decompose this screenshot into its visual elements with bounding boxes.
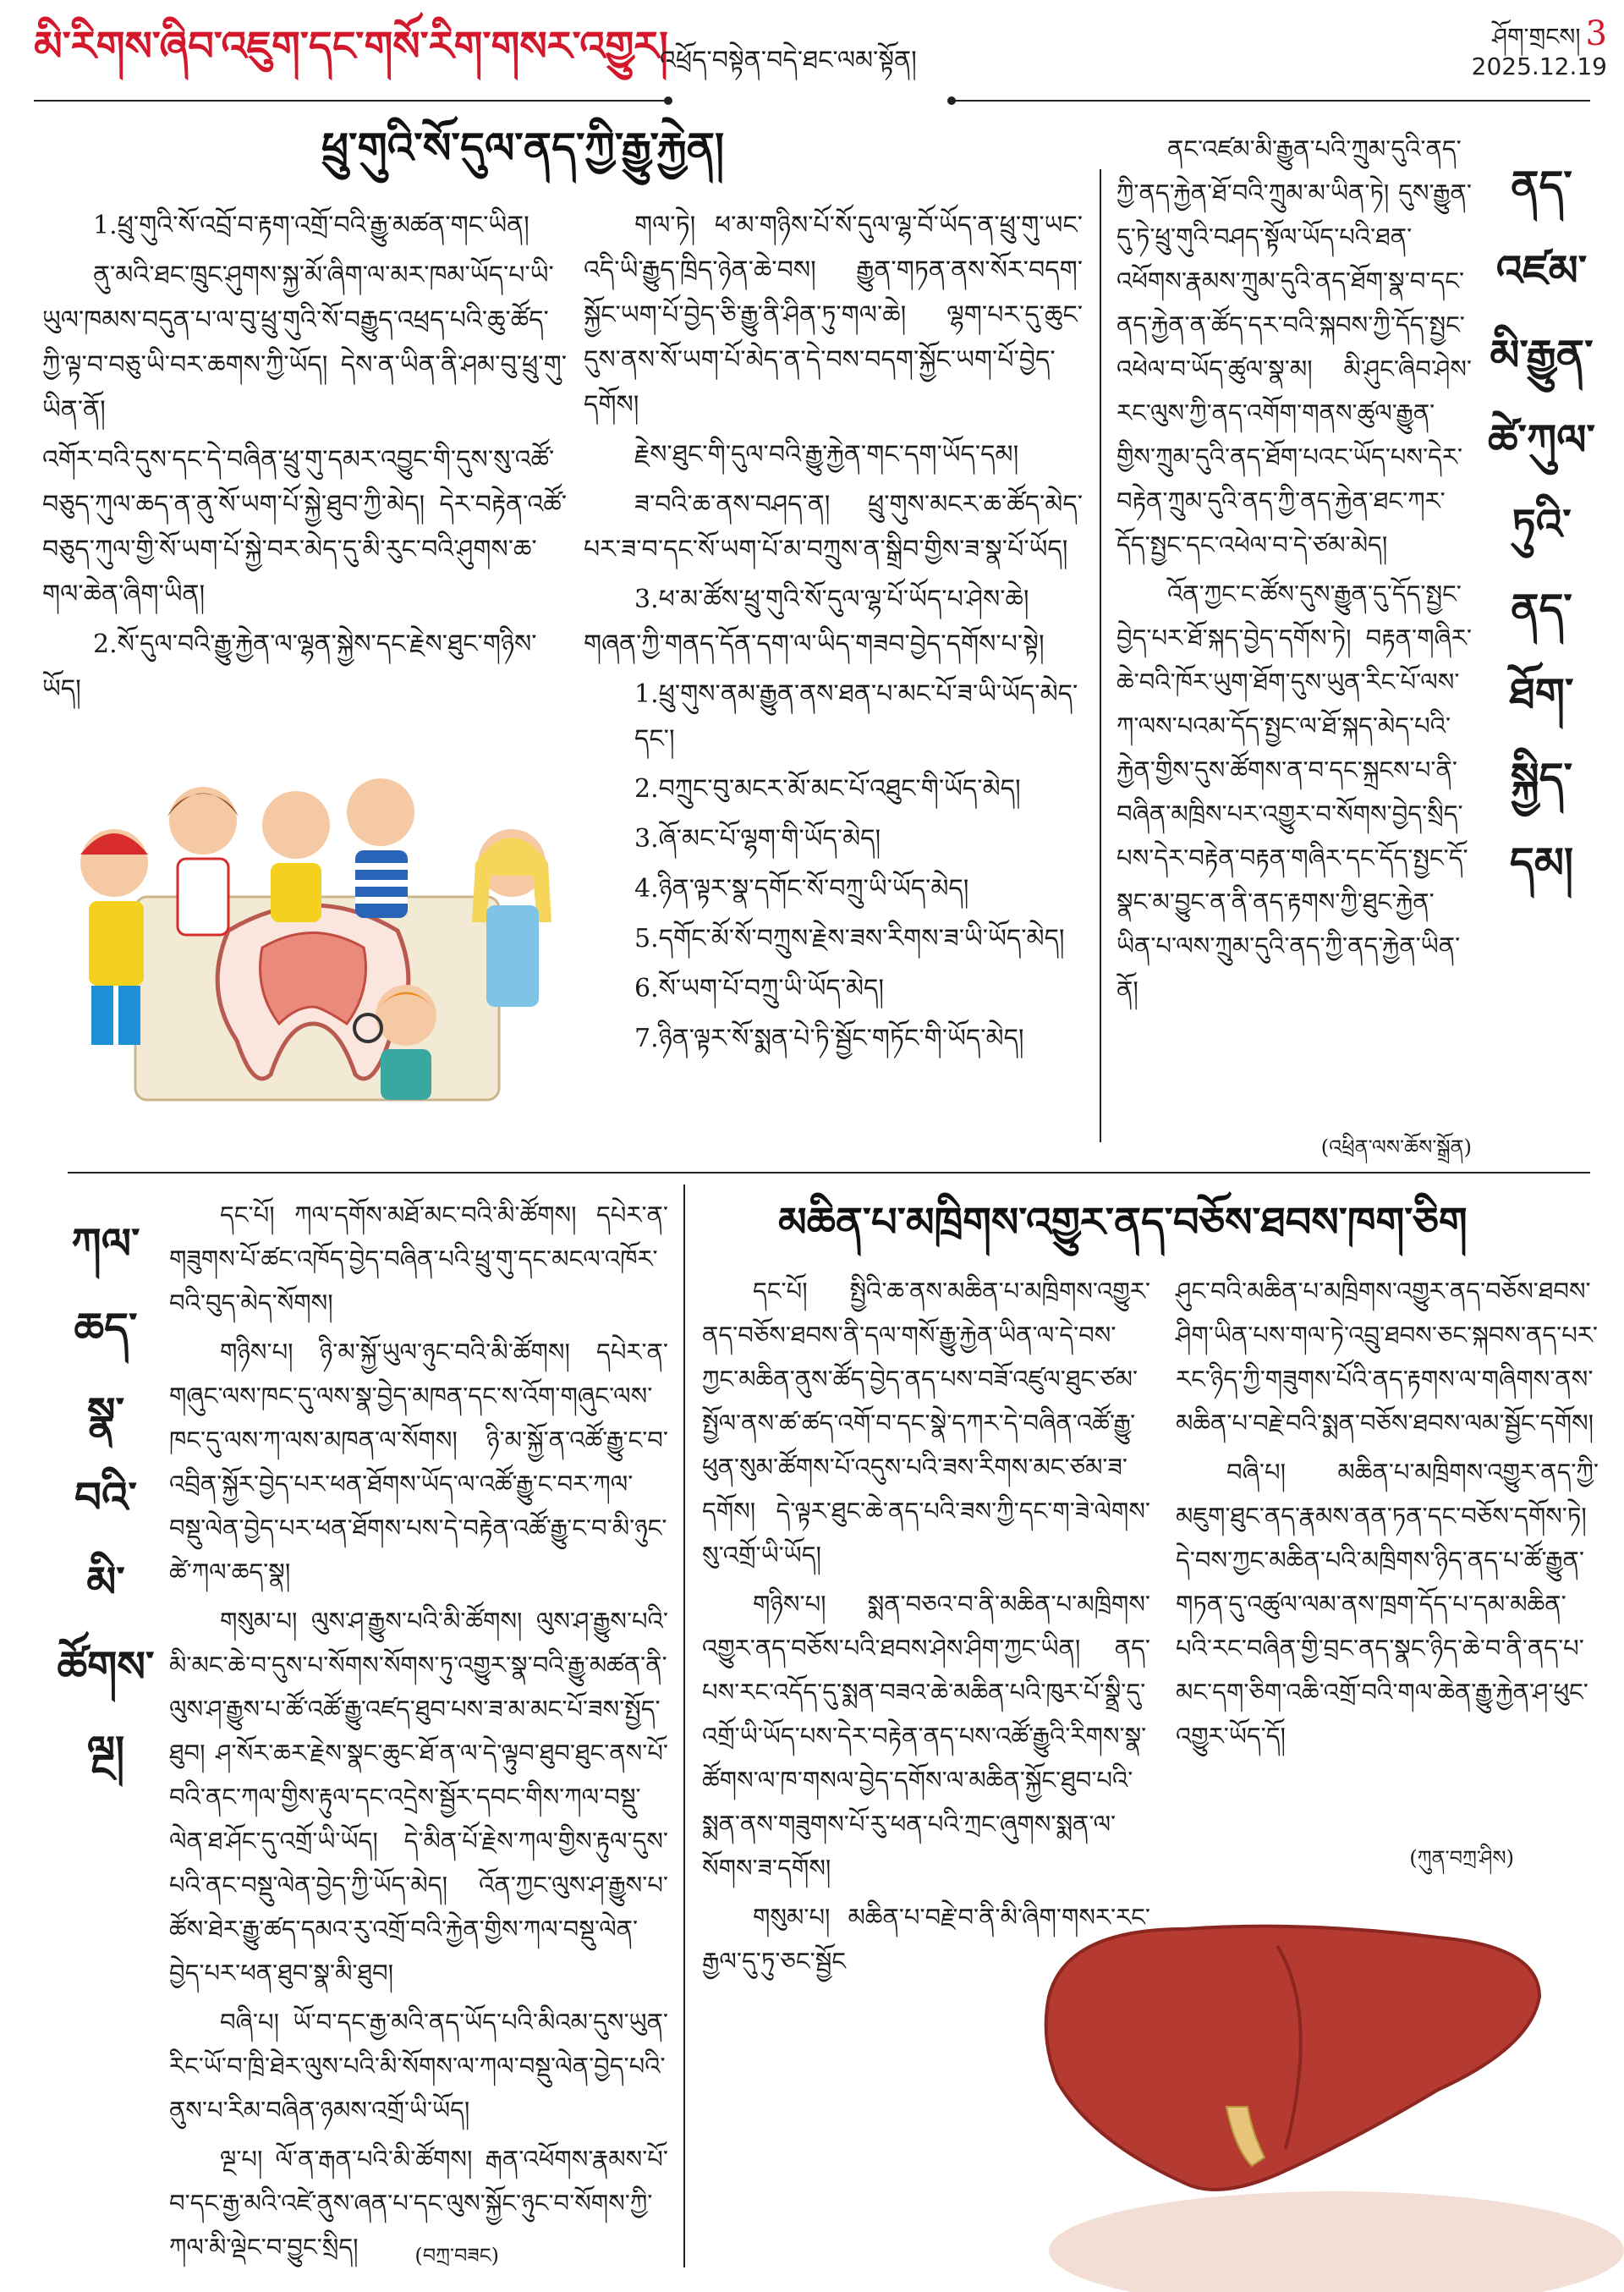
- red-cap-icon: [80, 833, 148, 855]
- stripe-icon: [355, 880, 408, 887]
- issue-date: 2025.12.19: [1471, 52, 1607, 80]
- page-label: ཤོག་གྲངས།: [1492, 23, 1581, 51]
- teeth-list-item-6: 6.སོ་ཡག་པོ་བཀྲུ་ཡི་ཡོད་མེད།: [634, 974, 885, 1003]
- masthead: མི་རིགས་ཞིབ་འཇུག་དང་གསོ་རིག་གསར་འགྱུར།: [34, 23, 668, 70]
- vtitle-part: འཛམ་: [1495, 245, 1588, 295]
- child-face-icon: [169, 787, 237, 855]
- child-shirt-icon: [89, 901, 144, 986]
- column-rule-lower: [683, 1184, 685, 2267]
- page-number-value: 3: [1585, 14, 1607, 53]
- vtitle-part: ཏུའི་: [1512, 499, 1572, 549]
- teeth-para-1: 1.ཕྲུ་གུའི་སོ་འབྲོ་བ་རྟག་འགྲོ་བའི་རྒྱུ་མཚན་གང་ཡིན།: [93, 211, 529, 240]
- calcium-para-5: ལྔ་པ། ལོ་ན་རྒན་པའི་མི་ཚོགས། རྒན་འཕོགས་རྣམས་པོ་བ་དང་རྒྱ་མའི་འཛེ་ནུས་ཞན་པ་དང་ལུས་སྐྱོང་ཉུང་བ་སོགས་ཀྱི་ཀལ་མི་ལྡེང་བ་བྱུང་སྲིད།: [169, 2145, 668, 2262]
- article-teeth-col2: [584, 203, 1083, 1142]
- teeth-col2-para-4: 3.ཕ་མ་ཚོས་ཕྲུ་གུའི་སོ་དུལ་ལྷ་པོ་ཡོད་པ་ཤེས་ཆེ། གཞན་ཀྱི་གནད་དོན་དག་ལ་ཡིད་གཟབ་བྱེད་དགོས་པ་སྟེ།: [584, 585, 1045, 659]
- vtitle-part: ལྔ།: [86, 1726, 125, 1776]
- vtitle-part: སྐྱིད་: [1510, 753, 1573, 803]
- liver-illustration: [998, 1895, 1607, 2276]
- article-liver-col2: [1176, 1269, 1599, 1828]
- header-rule-right: [954, 100, 1590, 102]
- vtitle-part: ཚོགས་: [57, 1641, 155, 1691]
- article-hepatitis-vertical-title: [1476, 144, 1607, 914]
- teeth-col2-para-1: གལ་ཏེ། ཕ་མ་གཉིས་པོ་སོ་དུལ་ལྷ་བོ་ཡོད་ན་ཕྲུ་གུ་ཡང་འདི་ཡི་རྒྱུད་ཁྲིད་ཉེན་ཆེ་བས། རྒྱུན་གཏན་ནས་སོར་བདག་སྐྱོང་ཡག་པོ་བྱེད་ཅི་རྒྱུ་ནི་ཤིན་ཏུ་གལ་ཆེ། ལྷག་པར་དུ་ཆུང་དུས་ནས་སོ་ཡག་པོ་མེད་ན་དེ་བས་བདག་སྐྱོང་ཡག་པོ་བྱེད་དགོས།: [584, 211, 1083, 420]
- teeth-list-item-5: 5.དགོང་མོ་སོ་བཀྲུས་རྗེས་ཟས་རིགས་ཟ་ཡི་ཡོད་མེད།: [634, 924, 1065, 954]
- vtitle-part: ནད་: [1511, 161, 1572, 211]
- teeth-col2-para-3: ཟ་བའི་ཆ་ནས་བཤད་ན། ཕྲུ་གུས་མངར་ཆ་ཚོད་མེད་པར་ཟ་བ་དང་སོ་ཡག་པོ་མ་བཀྲུས་ན་སྒྲིབ་གྱིས་ཟ་སྣ་པོ་ཡོད།: [584, 490, 1083, 564]
- vtitle-part: སྣ་: [86, 1388, 125, 1437]
- liver-col2-para-2: བཞི་པ། མཆིན་པ་མཁྲིགས་འགྱུར་ནད་ཀྱི་མཇུག་ཐུང་ནད་རྣམས་ནན་ཏན་དང་བཅོས་དགོས་ཏེ། དེ་བས་ཀྱང་མཆིན་པའི་མཁྲིགས་ཉིད་ནད་པ་ཚོ་རྒྱུན་གཏན་དུ་འཚུལ་ལམ་ནས་ཁྲག་དོད་པ་དམ་མཆིན་པའི་རང་བཞིན་གྱི་བྲང་ནད་སྣང་ཉིད་ཆེ་བ་ནི་ནད་པ་མང་དག་ཅིག་འཆི་འགྲོ་བའི་གལ་ཆེན་རྒྱུ་རྐྱེན་ཤ་ཕུང་འགྱུར་ཡོད་དོ།: [1176, 1458, 1599, 1751]
- vtitle-part: དམ།: [1509, 838, 1574, 888]
- child-pants-icon: [91, 986, 113, 1045]
- liver-para-2: གཉིས་པ། སྨན་བཅའ་བ་ནི་མཆིན་པ་མཁྲིགས་འགྱུར་ནད་བཅོས་པའི་ཐབས་ཤེས་ཤིག་ཀྱང་ཡིན། ནད་པས་རང་འདོད་དུ་སྨན་བཟའ་ཆེ་མཆིན་པའི་ཁུར་པོ་སྣྲི་དུ་འགྲོ་ཡི་ཡོད་པས་དེར་བརྟེན་ནད་པས་འཚོ་རྒྱུའི་རིགས་སྣ་ཚོགས་ལ་ཁ་གསལ་བྱེད་དགོས་ལ་མཆིན་སྐྱོང་ཐུབ་པའི་སྨན་ནས་གཟུགས་པོ་རུ་ཕན་པའི་ཀྲང་ཞུགས་སྨན་ལ་སོགས་ཟ་དགོས།: [702, 1590, 1150, 1883]
- liver-col2-para-1: ཤུང་བའི་མཆིན་པ་མཁྲིགས་འགྱུར་ནད་བཅོས་ཐབས་ཤིག་ཡིན་པས་གལ་ཏེ་འབྲུ་ཐབས་ཅང་སྐབས་ནད་པར་རང་ཉིད་ཀྱི་གཟུགས་པོའི་ནད་རྟགས་ལ་གཞིགས་ནས་མཆིན་པ་བརྗེ་བའི་སྨན་བཅོས་ཐབས་ལམ་སྦྱོང་དགོས།: [1176, 1277, 1599, 1437]
- article-teeth-col1: [42, 203, 567, 719]
- vtitle-part: ཚེ་ཀུལ་: [1487, 415, 1596, 464]
- stripe-icon: [355, 897, 408, 904]
- hand-icon: [1049, 2191, 1624, 2292]
- article-teeth-title: ཕྲུ་གུའི་སོ་དུལ་ནད་ཀྱི་རྒྱུ་རྐྱེན།: [321, 123, 725, 173]
- calcium-para-3: གསུམ་པ། ལུས་ཤ་རྒྱུས་པའི་མི་ཚོགས། ལུས་ཤ་རྒྱུས་པའི་མི་མང་ཆེ་བ་དུས་པ་སོགས་སོགས་ཏུ་འགྱུར་སྣ་བའི་རྒྱུ་མཚན་ནི་ལུས་ཤ་རྒྱུས་པ་ཚོ་འཚོ་རྒྱུ་འཛད་ཐུབ་པས་ཟ་མ་མང་པོ་ཟས་སྤྱོད་ཐུབ། ཤ་སོར་ཆར་རྗེས་སྣང་ཆུང་ཐོ་ན་ལ་དེ་ལྟུབ་ཐུབ་ཐུང་ནས་པོ་བའི་ནང་ཀལ་གྱིས་རྟུལ་དང་འདྲེས་སྦྱོར་དབང་གིས་ཀལ་བསྡུ་ལེན་ཐ་ཤོང་དུ་འགྲོ་ཡི་ཡོད། དེ་མིན་པོ་རྗེས་ཀལ་གྱིས་རྟུལ་དུས་པའི་ནང་བསྡུ་ལེན་བྱེད་ཀྱི་ཡོད་མེད། འོན་ཀྱང་ལུས་ཤ་རྒྱུས་པ་ཚོས་ཐེར་རྒྱུ་ཚད་དམའ་རུ་འགྲོ་བའི་རྐྱེན་གྱིས་ཀལ་བསྡུ་ལེན་བྱེད་པར་ཕན་ཐུབ་སྣ་མི་ཐུབ།: [169, 1607, 668, 1987]
- vtitle-part: ཐོག་: [1509, 668, 1574, 718]
- header-rule-dot-left: [664, 96, 672, 105]
- article-liver-title: མཆིན་པ་མཁྲིགས་འགྱུར་ནད་བཅོས་ཐབས་ཁག་ཅིག: [778, 1199, 1468, 1246]
- article-calcium-byline: (བཀྲ་བཟང): [414, 2244, 499, 2267]
- child-pants-icon: [118, 986, 140, 1045]
- section-title: འཕྲོད་བསྟེན་བདེ་ཐང་ལམ་སྟོན།: [660, 46, 917, 75]
- child-face-icon: [347, 778, 414, 846]
- calcium-para-4: བཞི་པ། ཡོ་བ་དང་རྒྱ་མའི་ནད་ཡོད་པའི་མིའམ་དུས་ཡུན་རིང་ཡོ་བ་ཁྲི་ཐེར་ལུས་པའི་མི་སོགས་ལ་ཀལ་བསྡུ་ལེན་བྱེད་པའི་ནུས་པ་རིམ་བཞིན་ཉམས་འགྲོ་ཡི་ཡོད།: [169, 2008, 668, 2124]
- calcium-para-2: གཉིས་པ། ཉི་མ་སྐྱོ་ཡུལ་ཉུང་བའི་མི་ཚོགས། དཔེར་ན་གཞུང་ལས་ཁང་དུ་ལས་སྣ་བྱེད་མཁན་དང་ས་འོག་གཞུང་ལས་ཁང་དུ་ལས་ཀ་ལས་མཁན་ལ་སོགས། ཉི་མ་སྐྱོ་ན་འཚོ་རྒྱུ་ང་བ་འབྲིན་སྐྱོར་བྱེད་པར་ཕན་ཐོགས་ཡོད་ལ་འཚོ་རྒྱུ་ང་བར་ཀལ་བསྡུ་ལེན་བྱེད་པར་ཕན་ཐོགས་པས་དེ་བརྟེན་འཚོ་རྒྱུ་ང་བ་མི་ཉུང་ཚེ་ཀལ་ཆད་སྣ།: [169, 1338, 668, 1586]
- teeth-list-item-2: 2.བཀྲུང་བུ་མངར་མོ་མང་པོ་འཐུང་གི་ཡོད་མེད།: [634, 774, 1021, 804]
- hepatitis-para-1: ནང་འཛམ་མི་རྒྱུན་པའི་ཀྲུམ་དུའི་ནད་ཀྱི་ནད་རྐྱེན་ཐོ་བའི་ཀྲུམ་མ་ཡིན་ཏེ། དུས་རྒྱུན་དུ་ཏེ་ཕྲུ་གུའི་བཤད་སྟོལ་ཡོད་པའི་ཐན་འཕོགས་རྣམས་ཀྲུམ་དུའི་ནད་ཐོག་སྣ་བ་དང་ནད་རྐྱེན་ན་ཚོད་དར་བའི་སྐབས་ཀྱི་དོད་སྤྱང་འཕེལ་བ་ཡོད་ཚུལ་སྣ་མ། མི་ཤུང་ཞིབ་ཤེས་རང་ལུས་ཀྱི་ནད་འགོག་གནས་ཚུལ་རྒྱུན་གྱིས་ཀྲུམ་དུའི་ནད་ཐོག་པའང་ཡོད་པས་དེར་བརྟེན་ཀྲུམ་དུའི་ནད་ཀྱི་ནད་རྐྱེན་ཐང་ཀར་དོད་སྤྱང་དང་འཕེལ་བ་དེ་ཙམ་མེད།: [1116, 135, 1472, 559]
- vtitle-part: ཀལ་: [71, 1218, 140, 1268]
- teeth-list-item-4: 4.ཉིན་ལྟར་སྣ་དགོང་སོ་བཀྲུ་ཡི་ཡོད་མེད།: [634, 874, 969, 904]
- vtitle-part: མི་: [86, 1557, 125, 1607]
- teeth-list-item-1: 1.ཕྲུ་གུས་ནམ་རྒྱུན་ནས་ཐན་པ་མང་པོ་ཟ་ཡི་ཡོད་མེད་དང་།: [634, 679, 1078, 754]
- child-dress-icon: [486, 905, 539, 1007]
- child-shirt-icon: [381, 1049, 431, 1100]
- child-shirt-icon: [178, 859, 228, 935]
- liver-svg: [998, 1895, 1607, 2276]
- article-calcium-vertical-title: [51, 1201, 161, 1794]
- liver-para-3: གསུམ་པ། མཆིན་པ་བརྗེ་བ་ནི་མི་ཞིག་གསར་རང་རྒྱལ་དུ་ཏུ་ཅང་སྦྱོང: [702, 1903, 1150, 1976]
- vtitle-part: ནད་: [1511, 584, 1572, 634]
- page-number: [1455, 10, 1607, 53]
- vtitle-part: བའི་: [74, 1472, 138, 1522]
- teeth-list-item-3: 3.ཞོ་མང་པོ་ལྷག་གི་ཡོད་མེད།: [634, 824, 881, 854]
- liver-icon: [1046, 1926, 1539, 2190]
- column-rule-upper: [1100, 169, 1101, 1142]
- liver-para-1: དང་པོ། སྤྱིའི་ཆ་ནས་མཆིན་པ་མཁྲིགས་འགྱུར་ནད་བཅོས་ཐབས་ནི་དལ་གསོ་རྒྱུ་རྐྱེན་ཡིན་ལ་དེ་བས་ཀྱང་མཆིན་ནུས་ཚོད་བྱེད་ནད་པས་བཟོ་འཛུལ་ཐུང་ཙམ་སྤྱོལ་ནས་ཚ་ཚད་འགོ་བ་དང་སྣེ་དཀར་དེ་བཞིན་འཚོ་རྒྱུ་ཕུན་སུམ་ཚོགས་པོ་འདུས་པའི་ཟས་རིགས་མང་ཙམ་ཟ་དགོས། དེ་ལྟར་ཐུང་ཆེ་ནད་པའི་ཟས་ཀྱི་དང་ག་ཟེ་ལེགས་སུ་འགྲོ་ཡི་ཡོད།: [702, 1277, 1150, 1569]
- calcium-para-1: དང་པོ། ཀལ་དགོས་མཐོ་མང་བའི་མི་ཚོགས། དཔེར་ན་གཟུགས་པོ་ཚང་འཁོད་བྱེད་བཞིན་པའི་ཕྲུ་གུ་དང་མངལ་འཁོར་བའི་བུད་མེད་སོགས།: [169, 1201, 668, 1317]
- children-tooth-svg: [34, 736, 575, 1142]
- vtitle-part: མི་རྒྱུན་: [1490, 330, 1594, 380]
- hepatitis-para-2: འོན་ཀྱང་ང་ཚོས་དུས་རྒྱུན་དུ་དོད་སྤྱང་བྱེད་པར་ཐོ་སྐད་བྱེད་དགོས་ཏེ། བརྟན་གཞིར་ཆེ་བའི་ཁོར་ཡུག་ཐོག་དུས་ཡུན་རིང་པོ་ལས་ཀ་ལས་པའམ་དོད་སྤྱང་ལ་ཐོ་སྐད་མེད་པའི་རྐྱེན་གྱིས་དུས་ཚོགས་ན་བ་དང་སྐྲངས་པ་ནི་བཞིན་མཁྲིས་པར་འགྱུར་བ་སོགས་བྱེད་སྲིད་པས་དེར་བརྟེན་བརྟན་གཞིར་དང་དོད་སྤྱང་དོ་སྣང་མ་བྱུང་ན་ནི་ནད་རྟགས་ཀྱི་ཐུང་རྐྱེན་ཡིན་པ་ལས་ཀྲུམ་དུའི་ནད་ཀྱི་ནད་རྐྱེན་ཡིན་ནོ།: [1116, 580, 1472, 1004]
- article-hepatitis-col: [1116, 127, 1472, 1134]
- teeth-para-2: ནུ་མའི་ཐང་ཁྲུང་ཤུགས་སྐྱ་མོ་ཞིག་ལ་མར་ཁམ་ཡོད་པ་ཡི་ཡུལ་ཁམས་བདུན་པ་ལ་བུ་ཕྲུ་གུའི་སོ་བརྒྱུད་འཕྲད་པའི་ཆུ་ཚོད་ཀྱི་ལྟ་བ་བཅུ་ཡི་བར་ཆགས་ཀྱི་ཡོད། དེས་ན་ཡིན་ནི་ཤམ་བུ་ཕྲུ་གུ་ཡིན་ནོ།: [42, 261, 567, 425]
- teeth-para-4: 2.སོ་དུལ་བའི་རྒྱུ་རྐྱེན་ལ་ལྷན་སྐྱེས་དང་རྗེས་ཐུང་གཉིས་ཡོད།: [42, 629, 537, 704]
- child-face-icon: [262, 791, 330, 859]
- vtitle-part: ཆད་: [74, 1303, 138, 1353]
- teeth-para-3: འགོར་བའི་དུས་དང་དེ་བཞིན་ཕྲུ་གུ་དམར་འབྱུང་གི་དུས་སུ་འཚོ་བཅུད་ཀུལ་ཆད་ན་ནུ་སོ་ཡག་པོ་སྐྱེ་ཐུབ་ཀྱི་མེད། དེར་བརྟེན་འཚོ་བཅུད་ཀུལ་གྱི་སོ་ཡག་པོ་སྐྱེ་བར་མེད་དུ་མི་རུང་བའི་ཤུགས་ཆ་གལ་ཆེན་ཞིག་ཡིན།: [42, 445, 567, 609]
- stripe-icon: [355, 863, 408, 870]
- child-shirt-icon: [271, 863, 321, 922]
- children-tooth-illustration: [34, 736, 575, 1142]
- teeth-col2-para-2: རྗེས་ཐུང་གི་དུལ་བའི་རྒྱུ་རྐྱེན་གང་དག་ཡོད་དམ།: [634, 440, 1019, 470]
- header-rule-left: [34, 100, 668, 102]
- article-liver-byline: (ཀུན་བཀྲ་ཤིས): [1409, 1846, 1514, 1870]
- section-divider: [68, 1172, 1590, 1173]
- teeth-list-item-7: 7.ཉིན་ལྟར་སོ་སྨན་པེ་ཏི་སྦྱོང་གཏོང་གི་ཡོད་མེད།: [634, 1024, 1024, 1053]
- article-hepatitis-byline: (འཕྲིན་ལས་ཆོས་སྒྲོན): [1320, 1135, 1472, 1159]
